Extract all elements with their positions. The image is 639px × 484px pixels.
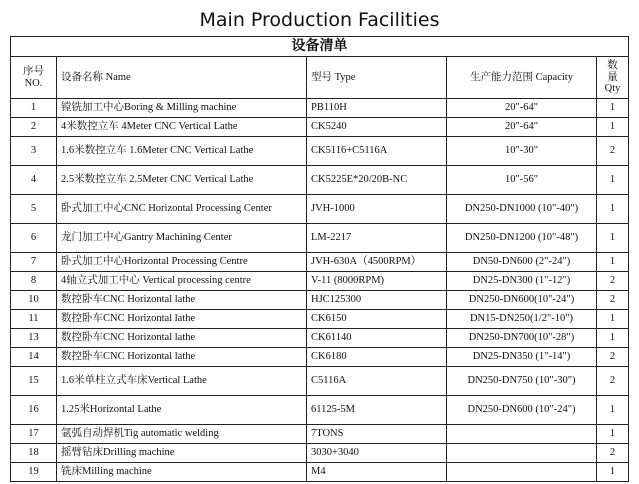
row-no: 14 — [11, 348, 57, 367]
page-title: Main Production Facilities — [199, 9, 440, 31]
row-no: 3 — [11, 137, 57, 166]
table-row — [11, 425, 629, 444]
header-qty-line1: 数 — [607, 60, 618, 72]
row-capacity: 20"-64" — [447, 118, 597, 137]
row-name: 2.5米数控立车 2.5Meter CNC Vertical Lathe — [57, 166, 307, 195]
row-capacity: DN250-DN1000 (10"-40") — [447, 195, 597, 224]
table-row — [11, 310, 629, 329]
row-type: HJC125300 — [307, 291, 447, 310]
header-name: 设备名称 Name — [57, 57, 307, 99]
row-no: 16 — [11, 396, 57, 425]
row-name: 1.6米单柱立式车床Vertical Lathe — [57, 367, 307, 396]
row-no: 11 — [11, 310, 57, 329]
row-type: 61125-5M — [307, 396, 447, 425]
header-qty — [597, 57, 629, 99]
row-type: C5116A — [307, 367, 447, 396]
table-row — [11, 348, 629, 367]
row-no: 13 — [11, 329, 57, 348]
row-name: 卧式加工中心CNC Horizontal Processing Center — [57, 195, 307, 224]
table-row — [11, 224, 629, 253]
table-row — [11, 463, 629, 482]
table-row — [11, 99, 629, 118]
row-no: 2 — [11, 118, 57, 137]
row-type: CK5240 — [307, 118, 447, 137]
row-qty: 1 — [597, 396, 629, 425]
row-capacity — [447, 463, 597, 482]
row-name: 摇臂钻床Drilling machine — [57, 444, 307, 463]
row-name: 1.6米数控立车 1.6Meter CNC Vertical Lathe — [57, 137, 307, 166]
row-name: 数控卧车CNC Horizontal lathe — [57, 291, 307, 310]
row-qty: 2 — [597, 272, 629, 291]
row-name: 数控卧车CNC Horizontal lathe — [57, 310, 307, 329]
header-no-cn: 序号 — [23, 66, 44, 77]
row-no: 4 — [11, 166, 57, 195]
row-qty: 1 — [597, 118, 629, 137]
row-name: 数控卧车CNC Horizontal lathe — [57, 329, 307, 348]
row-qty: 1 — [597, 99, 629, 118]
table-row — [11, 367, 629, 396]
row-type: CK6180 — [307, 348, 447, 367]
header-no — [11, 57, 57, 99]
row-type: CK5225E*20/20B-NC — [307, 166, 447, 195]
table-header-row — [11, 57, 629, 99]
row-type: LM-2217 — [307, 224, 447, 253]
row-capacity: DN15-DN250(1/2"-10") — [447, 310, 597, 329]
row-type: PB110H — [307, 99, 447, 118]
row-name: 镗铣加工中心Boring & Milling machine — [57, 99, 307, 118]
table-caption: 设备清单 — [11, 37, 629, 57]
row-capacity: DN50-DN600 (2"-24") — [447, 253, 597, 272]
row-qty: 1 — [597, 310, 629, 329]
row-qty: 2 — [597, 444, 629, 463]
row-type: 3030+3040 — [307, 444, 447, 463]
header-qty-line3: Qty — [604, 83, 621, 95]
row-name: 卧式加工中心Horizontal Processing Centre — [57, 253, 307, 272]
row-qty: 1 — [597, 224, 629, 253]
row-type: JVH-630A（4500RPM） — [307, 253, 447, 272]
row-capacity: DN250-DN750 (10"-30") — [447, 367, 597, 396]
table-row — [11, 166, 629, 195]
header-qty-line2: 量 — [607, 71, 618, 83]
row-capacity: DN250-DN600(10"-24") — [447, 291, 597, 310]
row-type: V-11 (8000RPM) — [307, 272, 447, 291]
table-row — [11, 444, 629, 463]
table-row — [11, 195, 629, 224]
row-no: 10 — [11, 291, 57, 310]
row-type: CK6150 — [307, 310, 447, 329]
header-no-en: NO. — [24, 77, 43, 89]
table-caption-row — [11, 37, 629, 57]
equipment-table — [10, 36, 629, 482]
row-no: 19 — [11, 463, 57, 482]
row-capacity: DN250-DN600 (10"-24") — [447, 396, 597, 425]
table-row — [11, 396, 629, 425]
row-no: 7 — [11, 253, 57, 272]
row-name: 龙门加工中心Gantry Machining Center — [57, 224, 307, 253]
row-qty: 1 — [597, 463, 629, 482]
row-capacity: DN250-DN1200 (10"-48") — [447, 224, 597, 253]
row-capacity: DN25-DN350 (1"-14") — [447, 348, 597, 367]
row-type: 7TONS — [307, 425, 447, 444]
table-row — [11, 137, 629, 166]
row-type: CK61140 — [307, 329, 447, 348]
row-type: JVH-1000 — [307, 195, 447, 224]
table-row — [11, 329, 629, 348]
row-qty: 2 — [597, 137, 629, 166]
header-capacity: 生产能力范围 Capacity — [447, 57, 597, 99]
row-no: 5 — [11, 195, 57, 224]
row-type: M4 — [307, 463, 447, 482]
row-qty: 2 — [597, 291, 629, 310]
row-no: 1 — [11, 99, 57, 118]
row-qty: 1 — [597, 425, 629, 444]
row-no: 6 — [11, 224, 57, 253]
row-name: 氩弧自动焊机Tig automatic welding — [57, 425, 307, 444]
row-name: 1.25米Horizontal Lathe — [57, 396, 307, 425]
row-name: 4米数控立车 4Meter CNC Vertical Lathe — [57, 118, 307, 137]
row-name: 数控卧车CNC Horizontal lathe — [57, 348, 307, 367]
row-capacity: DN25-DN300 (1"-12") — [447, 272, 597, 291]
table-row — [11, 272, 629, 291]
row-qty: 1 — [597, 166, 629, 195]
row-type: CK5116+C5116A — [307, 137, 447, 166]
row-capacity: DN250-DN700(10"-28") — [447, 329, 597, 348]
row-no: 8 — [11, 272, 57, 291]
row-no: 15 — [11, 367, 57, 396]
row-no: 18 — [11, 444, 57, 463]
row-capacity: 10"-56" — [447, 166, 597, 195]
row-qty: 2 — [597, 348, 629, 367]
row-capacity: 10"-30" — [447, 137, 597, 166]
table-row — [11, 253, 629, 272]
row-qty: 2 — [597, 367, 629, 396]
table-row — [11, 291, 629, 310]
row-capacity — [447, 444, 597, 463]
row-qty: 1 — [597, 253, 629, 272]
row-qty: 1 — [597, 329, 629, 348]
row-qty: 1 — [597, 195, 629, 224]
row-no: 17 — [11, 425, 57, 444]
table-row — [11, 118, 629, 137]
row-name: 4轴立式加工中心 Vertical processing centre — [57, 272, 307, 291]
row-capacity — [447, 425, 597, 444]
header-type: 型号 Type — [307, 57, 447, 99]
row-name: 铣床Milling machine — [57, 463, 307, 482]
row-capacity: 20"-64" — [447, 99, 597, 118]
